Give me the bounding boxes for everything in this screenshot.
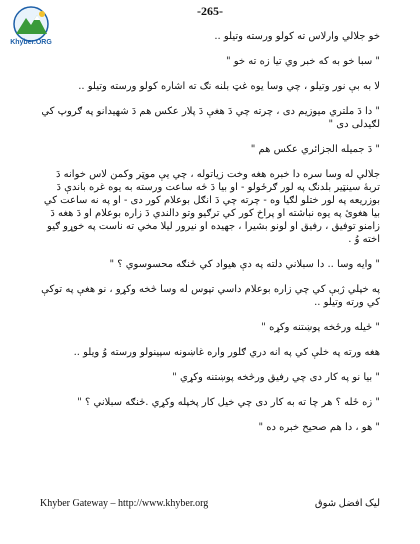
- paragraph: په خپلي ژبې کي چي زاره بوعلام داسي تپوس له وسا څخه وکړو ، نو هغې په توکې کي ورته وتيلو ..: [41, 284, 380, 308]
- paragraph: لا به بې نور وتيلو ، چي وسا يوه غټ بلنه نګ ته اشاره کولو ورسته وتيلو ..: [78, 81, 380, 92]
- footer-site-link[interactable]: Khyber Gateway – http://www.khyber.org: [40, 498, 209, 509]
- paragraph: " هو ، دا هم صحيح خبره ده ": [258, 422, 380, 433]
- logo-text: Khyber.ORG: [10, 39, 52, 46]
- paragraph: هغه ورته په خلې کي په انه دري ګلور واره غاښونه سپينولو ورسته وُ ويلو ..: [73, 347, 380, 358]
- paragraph: " بيا نو په کار دى چي رفيق ورڅخه پوښتنه وکړي ": [172, 372, 380, 383]
- paragraph: " سبا خو به که خبر وي تيا زه ته خو ": [225, 56, 380, 67]
- paragraph: " وايه وسا .. دا سبلاني دلته په دې هيواد کي څنګه محسوسوي ؟ ": [109, 259, 380, 270]
- paragraph: " دَ جميله الجزائري عکس هم ": [250, 144, 380, 155]
- paragraph: " زه ځله ؟ هر چا ته به کار دى چي خيل کار پخپله وکړي .څنګه سبلاني ؟ ": [77, 397, 380, 408]
- document-body: [40, 30, 380, 446]
- paragraph: خو جلالي وارلاس ته کولو ورسته وتيلو ..: [214, 31, 380, 42]
- paragraph: جلالي له وسا سره دا خبره هغه وخت زياتوله ، چي يې موټر وکمن لاس خوانه دَ تربهٔ سينټير بلدنګ په لور ګرځولو - او بيا دَ څه ساعت ورسته به يوه غره باندې دَ بوزريعه په لور ختلو لګيا وه - چرته چي دَ انګل بوعلام کور دى - او په نه ساعت کي بيا هغوئ په يوه نباشته او پراخ کور کي ترګيو وتو دالندي دَ زاره بوعلام او دَ هغه دَ زامنو توفيق ، رفيق او لونو بشيرا ، جهيده او نيرور ليلا مخي ته ناست په خوړو ګيو اخته وُ .: [43, 169, 380, 245]
- page-number: -265-: [197, 4, 223, 18]
- paragraph: " دا دَ ملتري ميوزيم دى ، چرته چي دَ هغې دَ پلار عکس هم دَ شهيدانو په ګروپ کي لګيدلى دى ": [41, 106, 380, 130]
- paragraph: " څيله ورځخه پوښتنه وکړه ": [261, 322, 380, 333]
- footer-author: ليک افضل شوق: [314, 498, 380, 509]
